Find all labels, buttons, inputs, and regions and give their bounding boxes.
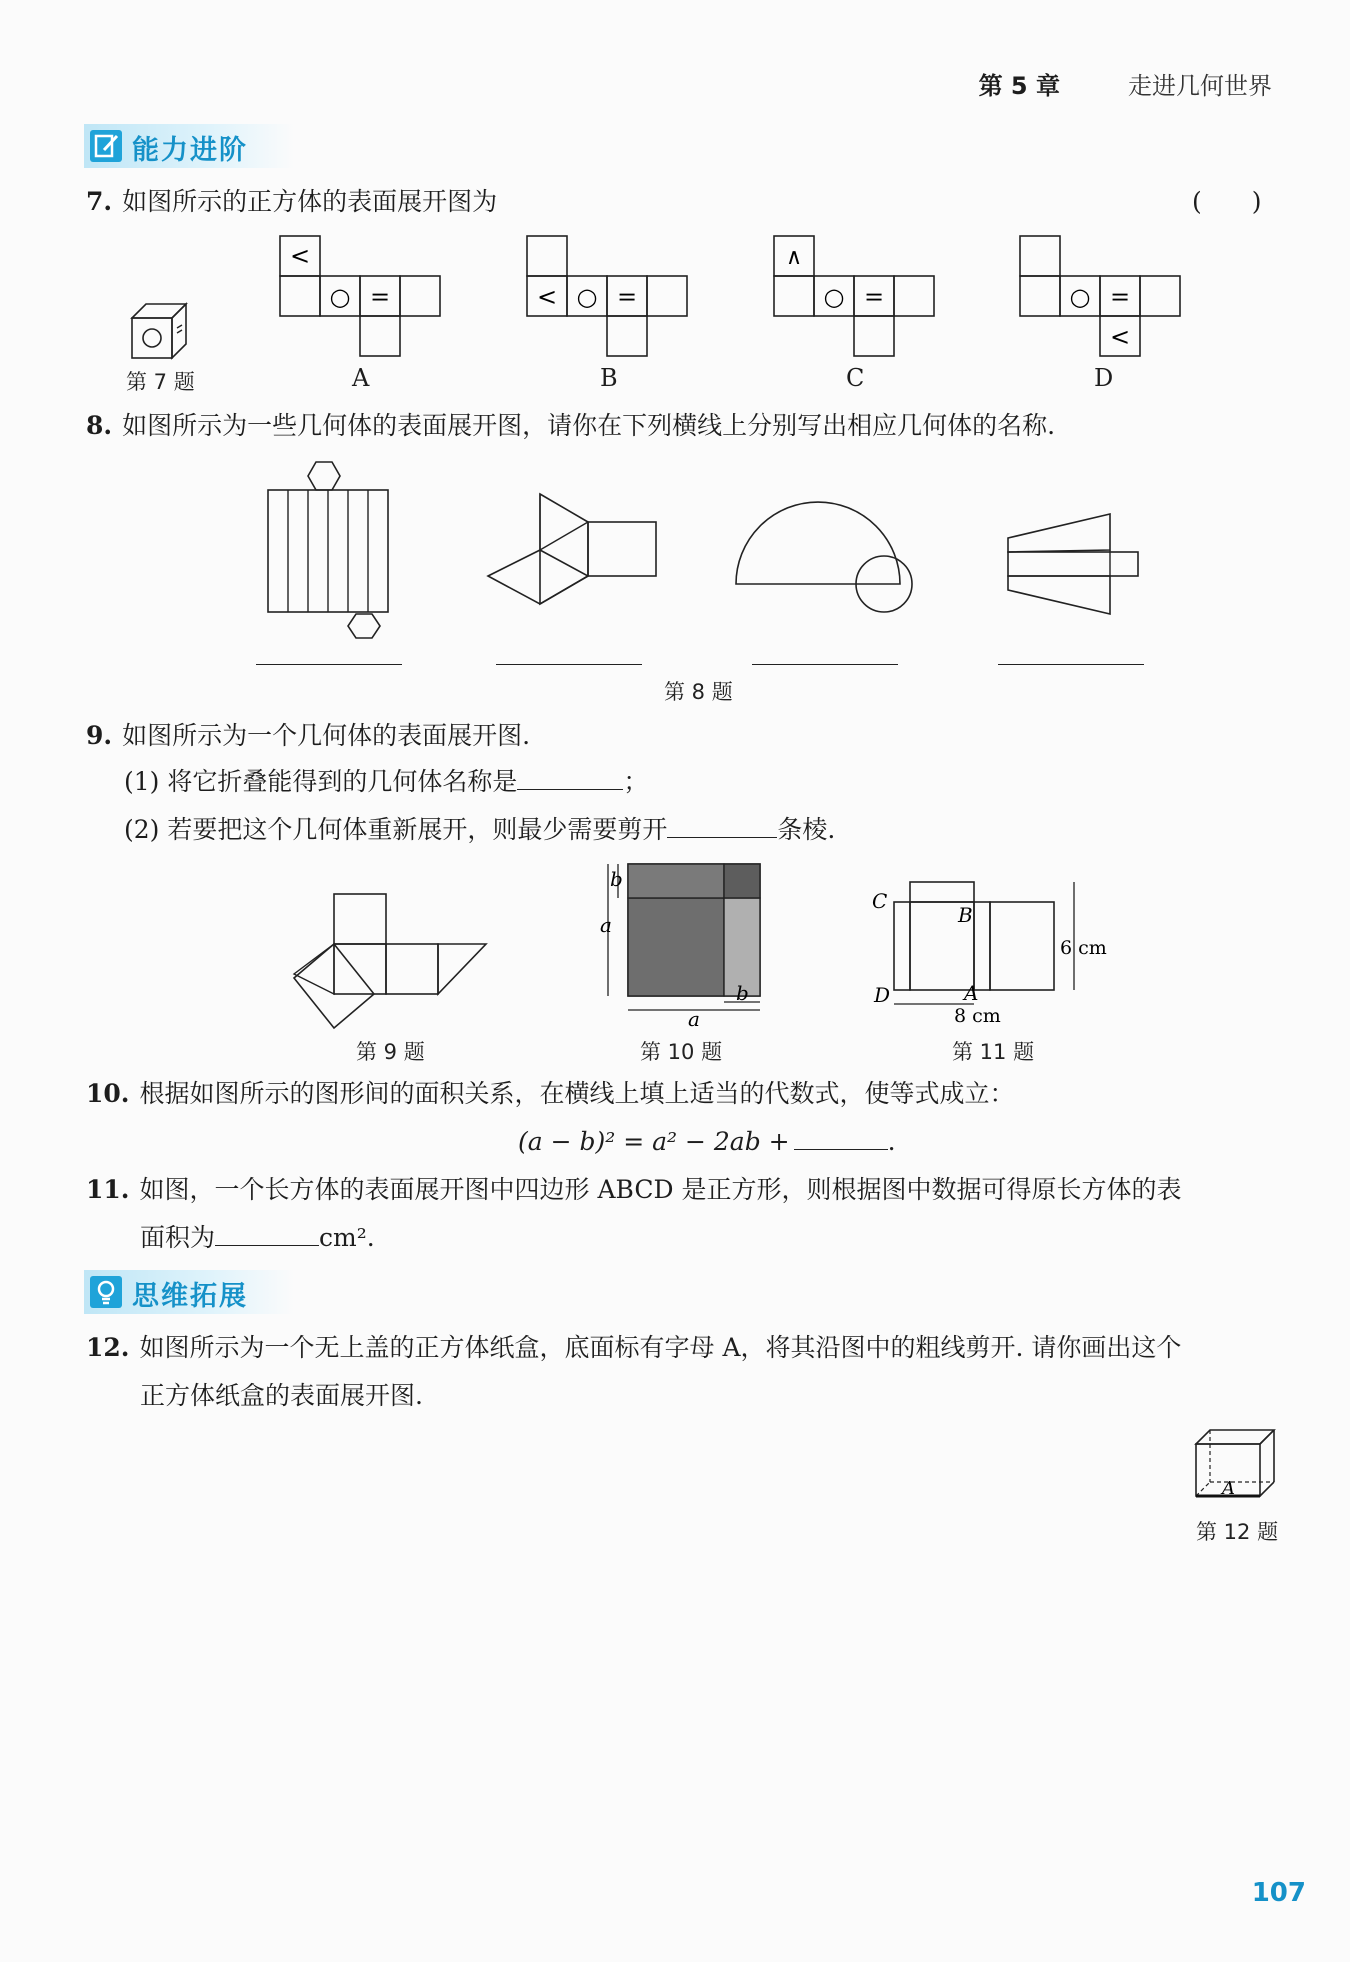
- part-end: 条棱.: [777, 815, 836, 844]
- answer-blank-part-1[interactable]: [517, 789, 623, 790]
- less-symbol: <: [536, 283, 558, 311]
- question-number: 9.: [86, 721, 113, 750]
- option-label-b: B: [600, 364, 618, 392]
- section-label: 思维拓展: [132, 1281, 248, 1312]
- figure-caption-10: 第 10 题: [640, 1040, 723, 1064]
- question-text: 如图，一个长方体的表面展开图中四边形 ABCD 是正方形，则根据图中数据可得原长方体的表: [139, 1175, 1182, 1204]
- net-option-d: [1020, 236, 1190, 366]
- figure-caption-11: 第 11 题: [952, 1040, 1035, 1064]
- equal-symbol: =: [369, 283, 391, 311]
- label-a-horizontal: a: [688, 1007, 700, 1031]
- lightbulb-icon: [90, 1276, 122, 1308]
- figure-caption-7: 第 7 题: [126, 370, 195, 394]
- question-text: 面积为: [140, 1223, 216, 1252]
- label-a: A: [1222, 1478, 1235, 1499]
- question-8: [86, 408, 1055, 444]
- triangular-prism-net: [484, 490, 664, 620]
- less-symbol: <: [289, 242, 311, 270]
- height-label: 6 cm: [1060, 937, 1107, 959]
- less-symbol: <: [1109, 323, 1131, 351]
- part-text: (1) 将它折叠能得到的几何体名称是: [124, 767, 518, 796]
- answer-blank-part-2[interactable]: [667, 837, 777, 838]
- question-text: 如图所示为一个几何体的表面展开图.: [122, 721, 531, 750]
- hexagon-bottom: [340, 610, 400, 650]
- open-box-figure: [1190, 1424, 1280, 1504]
- label-b-vertical: b: [610, 867, 623, 891]
- question-number: 12.: [86, 1333, 130, 1362]
- label-b-horizontal: b: [736, 981, 749, 1005]
- equation-left: (a − b)² = a² − 2ab +: [518, 1127, 790, 1156]
- question-number: 8.: [86, 411, 113, 440]
- vertex-b: B: [958, 903, 973, 927]
- figure-caption-12: 第 12 题: [1196, 1520, 1279, 1544]
- circle-symbol: ○: [329, 283, 351, 311]
- circle-symbol: ○: [823, 283, 845, 311]
- answer-blank-11[interactable]: [215, 1245, 319, 1246]
- question-text: 根据如图所示的图形间的面积关系，在横线上填上适当的代数式，使等式成立：: [139, 1079, 1015, 1108]
- question-text: 如图所示为一个无上盖的正方体纸盒，底面标有字母 A，将其沿图中的粗线剪开. 请你画出这个: [139, 1333, 1182, 1362]
- question-text: 如图所示的正方体的表面展开图为: [122, 187, 498, 216]
- figure-caption-9: 第 9 题: [356, 1040, 425, 1064]
- cone-net: [730, 500, 930, 620]
- equation-10: [518, 1124, 896, 1160]
- section-banner-ability: [84, 124, 294, 168]
- answer-blank-3[interactable]: [752, 664, 898, 665]
- question-12-line-2: 正方体纸盒的表面展开图.: [140, 1381, 423, 1410]
- answer-blank-10[interactable]: [794, 1149, 888, 1150]
- chapter-title: 走进几何世界: [1128, 72, 1272, 100]
- section-label: 能力进阶: [132, 135, 248, 166]
- circle-symbol: ○: [1069, 283, 1091, 311]
- answer-blank-2[interactable]: [496, 664, 642, 665]
- net-option-a: [280, 236, 450, 366]
- question-11-line-2: [140, 1220, 375, 1256]
- question-number: 7.: [86, 187, 113, 216]
- net-option-b: [527, 236, 697, 366]
- question-number: 10.: [86, 1079, 130, 1108]
- answer-bracket: ( ): [1192, 187, 1262, 216]
- hexagonal-prism-net: [260, 458, 400, 618]
- vertex-c: C: [872, 889, 888, 913]
- question-12: [86, 1330, 1286, 1366]
- unit: cm².: [319, 1223, 375, 1252]
- question-9: [86, 718, 530, 754]
- question-7: [86, 184, 497, 220]
- width-label: 8 cm: [954, 1005, 1001, 1027]
- option-label-c: C: [846, 364, 865, 392]
- option-label-a: A: [352, 364, 370, 392]
- equation-end: .: [887, 1127, 896, 1156]
- equal-symbol: =: [616, 283, 638, 311]
- caret-symbol: ∧: [785, 245, 803, 270]
- figure-caption-8: 第 8 题: [664, 680, 733, 704]
- question-number: 11.: [86, 1175, 130, 1204]
- equal-symbol: =: [863, 283, 885, 311]
- equal-symbol: =: [1109, 283, 1131, 311]
- pyramid-net: [1000, 510, 1150, 650]
- circle-symbol: ○: [576, 283, 598, 311]
- question-9-part-2: [124, 812, 835, 848]
- question-11: [86, 1172, 1286, 1208]
- part-end: ；: [623, 767, 649, 796]
- option-label-d: D: [1094, 364, 1114, 392]
- vertex-a: A: [964, 981, 979, 1005]
- answer-blank-1[interactable]: [256, 664, 402, 665]
- question-10: [86, 1076, 1015, 1112]
- part-text: (2) 若要把这个几何体重新展开，则最少需要剪开: [124, 815, 668, 844]
- figure-11-cuboid-net: [868, 878, 1107, 1048]
- page-number: 107: [1251, 1878, 1306, 1908]
- section-banner-thinking: [84, 1270, 294, 1314]
- question-text: 如图所示为一些几何体的表面展开图，请你在下列横线上分别写出相应几何体的名称.: [122, 411, 1056, 440]
- label-a-vertical: a: [600, 913, 612, 937]
- net-option-c: [774, 236, 944, 366]
- vertex-d: D: [874, 983, 891, 1007]
- pencil-icon: [90, 130, 122, 162]
- figure-10-area-diagram: [594, 860, 764, 1030]
- question-9-part-1: [124, 764, 648, 800]
- answer-blank-4[interactable]: [998, 664, 1144, 665]
- chapter-number: 第 5 章: [978, 72, 1060, 100]
- figure-9-net: [290, 890, 490, 1040]
- cube-figure: [128, 300, 198, 370]
